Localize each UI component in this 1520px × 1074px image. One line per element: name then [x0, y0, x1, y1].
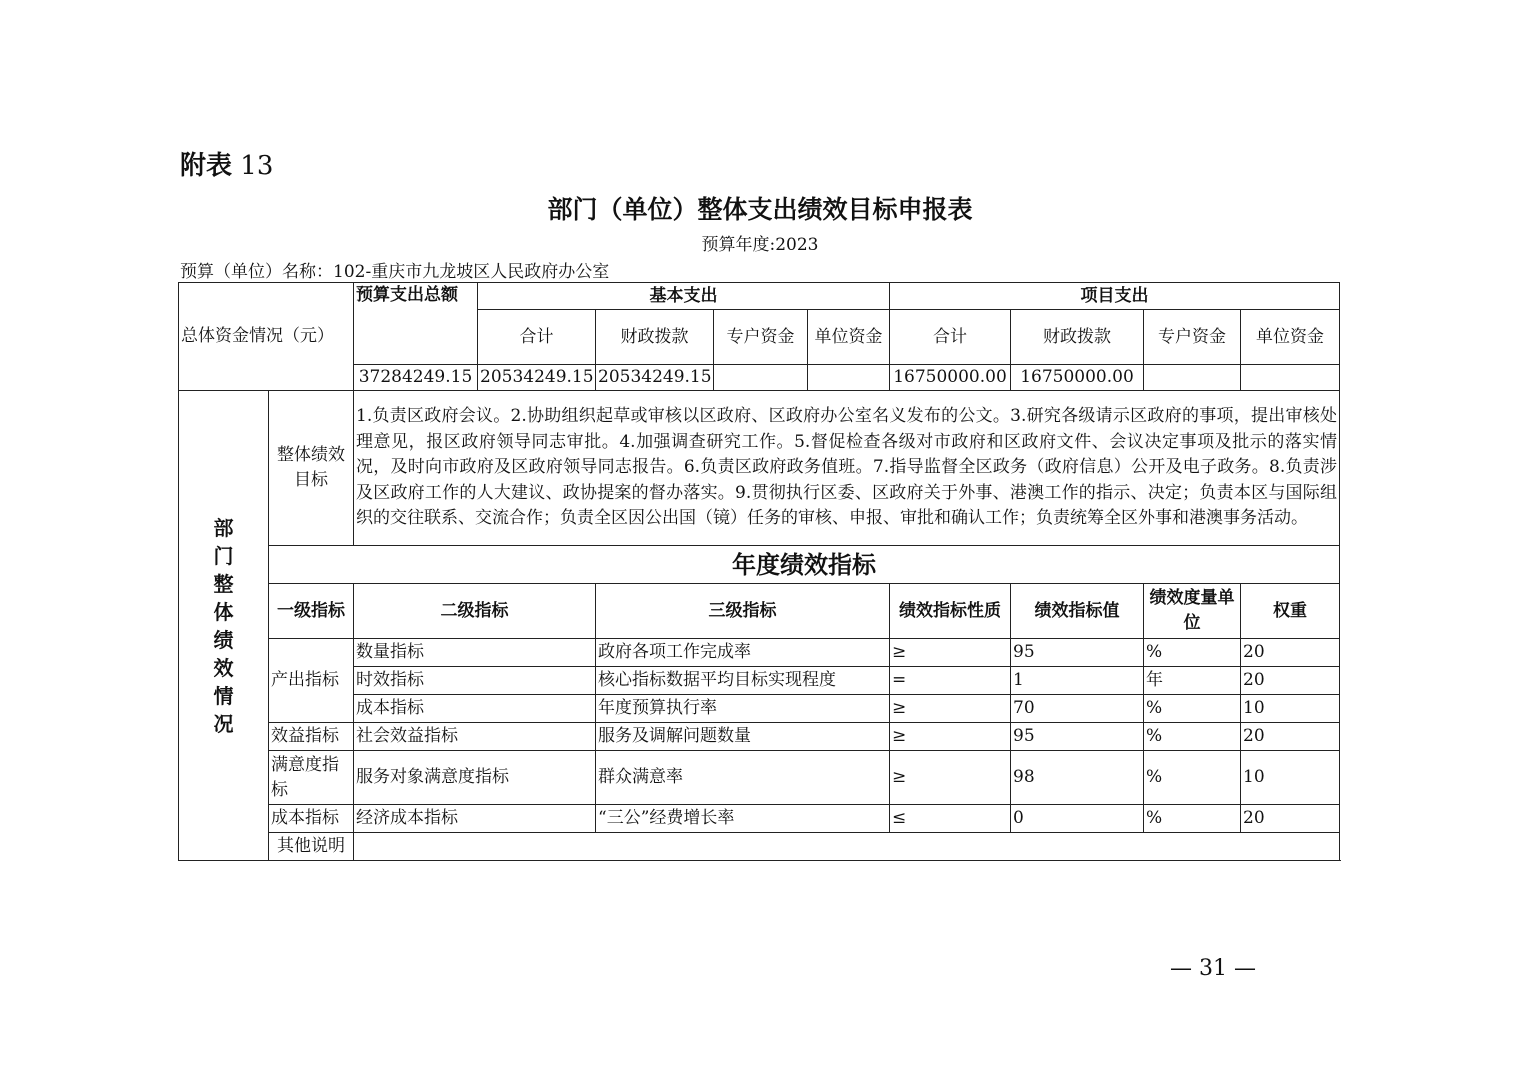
basic-total-value: 20534249.15 [478, 365, 596, 391]
budget-year: 预算年度:2023 [701, 235, 819, 255]
basic-subheader: 专户资金 [714, 310, 808, 365]
project-total-value: 16750000.00 [890, 365, 1011, 391]
basic-special-value [714, 365, 808, 391]
indicator-unit: % [1144, 695, 1241, 723]
indicator-header: 绩效度量单位 [1144, 584, 1241, 639]
page-number: — 31 — [1170, 956, 1256, 981]
project-unit-value [1241, 365, 1340, 391]
indicator-level3: “三公”经费增长率 [596, 805, 890, 833]
project-expenditure-label: 项目支出 [890, 283, 1340, 310]
table-row [179, 805, 1340, 833]
indicator-weight: 10 [1241, 751, 1340, 805]
section-label [179, 391, 269, 861]
indicator-value: 1 [1011, 667, 1144, 695]
basic-subheader: 财政拨款 [596, 310, 714, 365]
indicator-level2: 时效指标 [354, 667, 596, 695]
project-subheader: 财政拨款 [1011, 310, 1144, 365]
budget-total-value: 37284249.15 [354, 365, 478, 391]
indicators-title: 年度绩效指标 [269, 546, 1340, 584]
indicator-level2: 经济成本指标 [354, 805, 596, 833]
indicator-level3: 服务及调解问题数量 [596, 723, 890, 751]
project-subheader: 合计 [890, 310, 1011, 365]
page-title: 部门（单位）整体支出绩效目标申报表 [547, 195, 973, 224]
indicator-weight: 20 [1241, 805, 1340, 833]
performance-table [178, 282, 1340, 861]
section-label-char: 效 [213, 655, 234, 680]
section-label-char: 绩 [213, 627, 234, 652]
indicator-header: 绩效指标值 [1011, 584, 1144, 639]
section-label-char: 情 [213, 683, 234, 708]
basic-subheader: 合计 [478, 310, 596, 365]
indicator-value: 0 [1011, 805, 1144, 833]
basic-fiscal-value: 20534249.15 [596, 365, 714, 391]
basic-expenditure-label: 基本支出 [478, 283, 890, 310]
indicator-header: 一级指标 [269, 584, 354, 639]
project-special-value [1144, 365, 1241, 391]
indicator-unit: % [1144, 751, 1241, 805]
indicator-level3: 群众满意率 [596, 751, 890, 805]
indicator-weight: 20 [1241, 723, 1340, 751]
indicator-header: 三级指标 [596, 584, 890, 639]
indicator-level2: 服务对象满意度指标 [354, 751, 596, 805]
indicator-nature: ≥ [890, 695, 1011, 723]
appendix-number: 13 [240, 151, 274, 181]
indicator-weight: 20 [1241, 667, 1340, 695]
indicator-level2: 社会效益指标 [354, 723, 596, 751]
appendix-prefix: 附表 [180, 151, 233, 181]
indicator-header: 绩效指标性质 [890, 584, 1011, 639]
project-subheader: 专户资金 [1144, 310, 1241, 365]
table-row [179, 639, 1340, 667]
indicator-nature: ≥ [890, 723, 1011, 751]
indicator-unit: % [1144, 805, 1241, 833]
indicator-level2: 成本指标 [354, 695, 596, 723]
indicator-weight: 10 [1241, 695, 1340, 723]
table-row [179, 667, 1340, 695]
table-row [179, 751, 1340, 805]
indicator-header: 二级指标 [354, 584, 596, 639]
section-label-char: 部 [213, 515, 234, 540]
budget-total-label: 预算支出总额 [354, 283, 478, 365]
indicator-value: 95 [1011, 723, 1144, 751]
section-label-char: 门 [213, 543, 234, 568]
indicator-value: 70 [1011, 695, 1144, 723]
indicator-level3: 核心指标数据平均目标实现程度 [596, 667, 890, 695]
indicator-level1: 成本指标 [269, 805, 354, 833]
indicator-unit: 年 [1144, 667, 1241, 695]
table-row [179, 695, 1340, 723]
goal-label: 整体绩效目标 [269, 391, 354, 546]
unit-name: 预算（单位）名称：102-重庆市九龙坡区人民政府办公室 [180, 262, 610, 282]
indicator-header: 权重 [1241, 584, 1340, 639]
indicator-value: 95 [1011, 639, 1144, 667]
section-label-char: 整 [213, 571, 234, 596]
basic-unit-value [808, 365, 890, 391]
indicator-unit: % [1144, 639, 1241, 667]
goal-text: 1.负责区政府会议。2.协助组织起草或审核以区政府、区政府办公室名义发布的公文。3.研究各级请示区政府的事项，提出审核处理意见，报区政府领导同志审批。4.加强调查研究工作。5.督促检查各级对市政府和区政府文件、会议决定事项及批示的落实情况，及时向市政府及区政府领导同志报告。6.负责区政府政务值班。7.指导监督全区政务（政府信息）公开及电子政务。8.负责涉及区政府工作的人大建议、政协提案的督办落实。9.贯彻执行区委、区政府关于外事、港澳工作的指示、决定；负责本区与国际组织的交往联系、交流合作；负责全区因公出国（镜）任务的审核、申报、审批和确认工作；负责统筹全区外事和港澳事务活动。 [354, 391, 1340, 546]
project-subheader: 单位资金 [1241, 310, 1340, 365]
indicator-unit: % [1144, 723, 1241, 751]
other-notes-value [354, 833, 1340, 861]
table-row [179, 723, 1340, 751]
section-label-char: 况 [213, 711, 234, 736]
section-label-char: 体 [213, 599, 234, 624]
funds-row-label: 总体资金情况（元） [179, 283, 354, 391]
indicator-level1: 产出指标 [269, 639, 354, 723]
indicator-weight: 20 [1241, 639, 1340, 667]
other-notes-label: 其他说明 [269, 833, 354, 861]
indicator-level3: 年度预算执行率 [596, 695, 890, 723]
indicator-nature: ≥ [890, 751, 1011, 805]
indicator-nature: = [890, 667, 1011, 695]
project-fiscal-value: 16750000.00 [1011, 365, 1144, 391]
appendix-label [180, 145, 273, 182]
indicator-level3: 政府各项工作完成率 [596, 639, 890, 667]
basic-subheader: 单位资金 [808, 310, 890, 365]
indicator-nature: ≤ [890, 805, 1011, 833]
indicator-value: 98 [1011, 751, 1144, 805]
indicator-level1: 满意度指标 [269, 751, 354, 805]
indicator-nature: ≥ [890, 639, 1011, 667]
indicator-level2: 数量指标 [354, 639, 596, 667]
indicator-level1: 效益指标 [269, 723, 354, 751]
